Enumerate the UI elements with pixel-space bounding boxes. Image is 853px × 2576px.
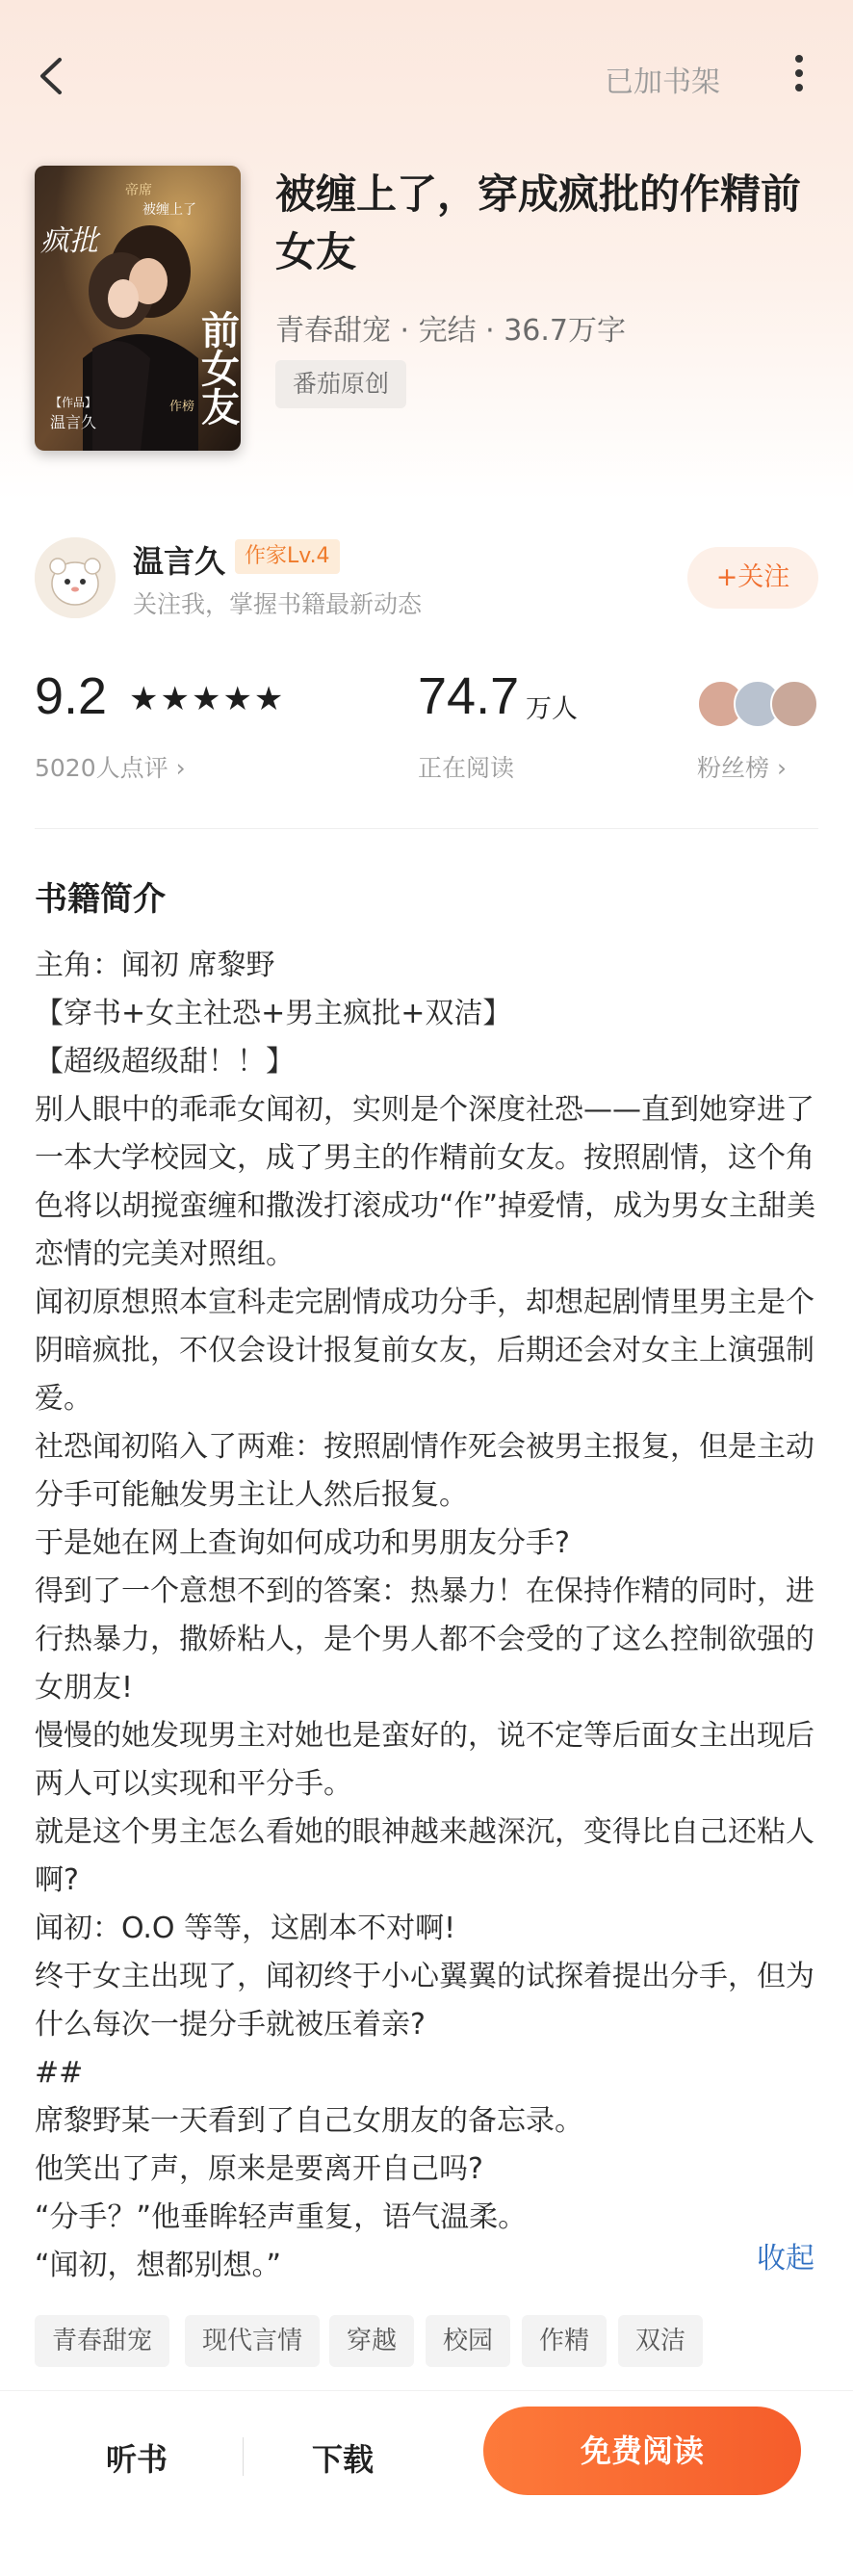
top-bar [0,39,853,116]
tag[interactable]: 现代言情 [185,2315,320,2367]
divider [35,828,818,829]
author-row[interactable] [0,532,853,628]
author-description: 关注我，掌握书籍最新动态 [133,590,423,618]
rating-score: 9.2 [35,667,108,725]
star-rating-icon: ★★★★★ [129,680,286,718]
download-button[interactable]: 下载 [312,2441,375,2478]
book-meta: 青春甜宠 · 完结 · 36.7万字 [275,314,627,348]
stats-row [0,666,853,792]
intro-paragraph: 别人眼中的乖乖女闻初，实则是个深度社恐——直到她穿进了一本大学校园文，成了男主的作精前女友。按照剧情，这个角色将以胡搅蛮缠和撒泼打滚成功“作”掉爱情，成为男女主甜美恋情的完美对照组。 [35,1093,816,1271]
intro-paragraph: 闻初原想照本宣科走完剧情成功分手，却想起剧情里男主是个阴暗疯批，不仅会设计报复前女友，后期还会对女主上演强制爱。 [35,1286,814,1416]
tag[interactable]: 青春甜宠 [35,2315,169,2367]
cover-badge-text: 帝席 [125,183,152,198]
rating-count-link[interactable]: 5020人点评 › [35,754,186,782]
tag[interactable]: 穿越 [329,2315,414,2367]
bar-separator [243,2437,244,2476]
intro-paragraph: 他笑出了声，原来是要离开自己吗? [35,2152,483,2186]
readers-unit: 万人 [526,694,578,724]
intro-paragraph: 席黎野某一天看到了自己女朋友的备忘录。 [35,2104,583,2138]
back-button[interactable] [29,52,77,100]
intro-paragraph: 闻初：O.O 等等，这剧本不对啊! [35,1912,456,1945]
chevron-left-icon [29,52,77,100]
readers-label: 正在阅读 [418,754,515,782]
tag[interactable]: 作精 [522,2315,607,2367]
fans-rank-link[interactable]: 粉丝榜 › [697,754,787,782]
free-read-button[interactable]: 免费阅读 [483,2407,801,2495]
avatar[interactable] [35,537,116,618]
listen-button[interactable]: 听书 [106,2441,168,2478]
intro-paragraph: “闻初，想都别想。” [35,2249,282,2282]
cover-author-tag: 【作品】 [50,396,97,409]
intro-paragraph: ## [35,2056,84,2090]
intro-paragraph: 得到了一个意想不到的答案：热暴力！在保持作精的同时，进行热暴力，撒娇粘人，是个男人都不会受的了这么控制欲强的女朋友! [35,1574,814,1704]
intro-paragraph: 社恐闻初陷入了两难：按照剧情作死会被男主报复，但是主动分手可能触发男主让人然后报复。 [35,1430,814,1512]
author-level-badge: 作家Lv.4 [235,539,340,574]
fan-avatars[interactable] [697,680,822,728]
fan-avatar-3 [770,680,818,728]
collapse-button[interactable]: 收起 [757,2242,814,2276]
intro-paragraph: 慢慢的她发现男主对她也是蛮好的，说不定等后面女主出现后两人可以实现和平分手。 [35,1719,814,1801]
tag[interactable]: 双洁 [618,2315,703,2367]
book-cover[interactable] [35,166,241,451]
cover-author-name: 温言久 [50,413,97,431]
intro-paragraph: 【超级超级甜！！】 [35,1045,295,1079]
cover-big-text-2: 前女友 [194,310,241,426]
author-name[interactable]: 温言久 [133,543,226,580]
readers-count: 74.7 [418,667,520,725]
intro-paragraph: 就是这个男主怎么看她的眼神越来越深沉，变得比自己还粘人啊? [35,1815,814,1897]
cover-art [35,166,241,451]
intro-paragraph: 【穿书+女主社恐+男主疯批+双洁】 [35,997,512,1030]
author-avatar-icon [35,537,116,618]
more-button[interactable] [782,50,816,104]
book-title: 被缠上了，穿成疯批的作精前女友 [275,170,802,275]
shelf-status[interactable]: 已加书架 [605,65,720,99]
cover-author-stamp: 作榜 [169,400,195,414]
intro-paragraph: 于是她在网上查询如何成功和男朋友分手? [35,1526,570,1560]
publisher-badge: 番茄原创 [275,360,406,408]
intro-paragraph: 终于女主出现了，闻初终于小心翼翼的试探着提出分手，但为什么每次一提分手就被压着亲? [35,1960,814,2042]
bottom-action-bar [0,2390,853,2576]
intro-paragraph: “分手？”他垂眸轻声重复，语气温柔。 [35,2200,528,2234]
section-title-intro: 书籍简介 [35,880,166,919]
more-vertical-icon [782,55,816,91]
tag[interactable]: 校园 [426,2315,510,2367]
follow-button[interactable]: +关注 [687,547,818,609]
book-intro [35,942,822,2290]
cover-subtitle-text: 被缠上了 [142,202,196,218]
intro-paragraph: 主角：闻初 席黎野 [35,949,275,982]
cover-big-text-1: 疯批 [40,224,98,258]
